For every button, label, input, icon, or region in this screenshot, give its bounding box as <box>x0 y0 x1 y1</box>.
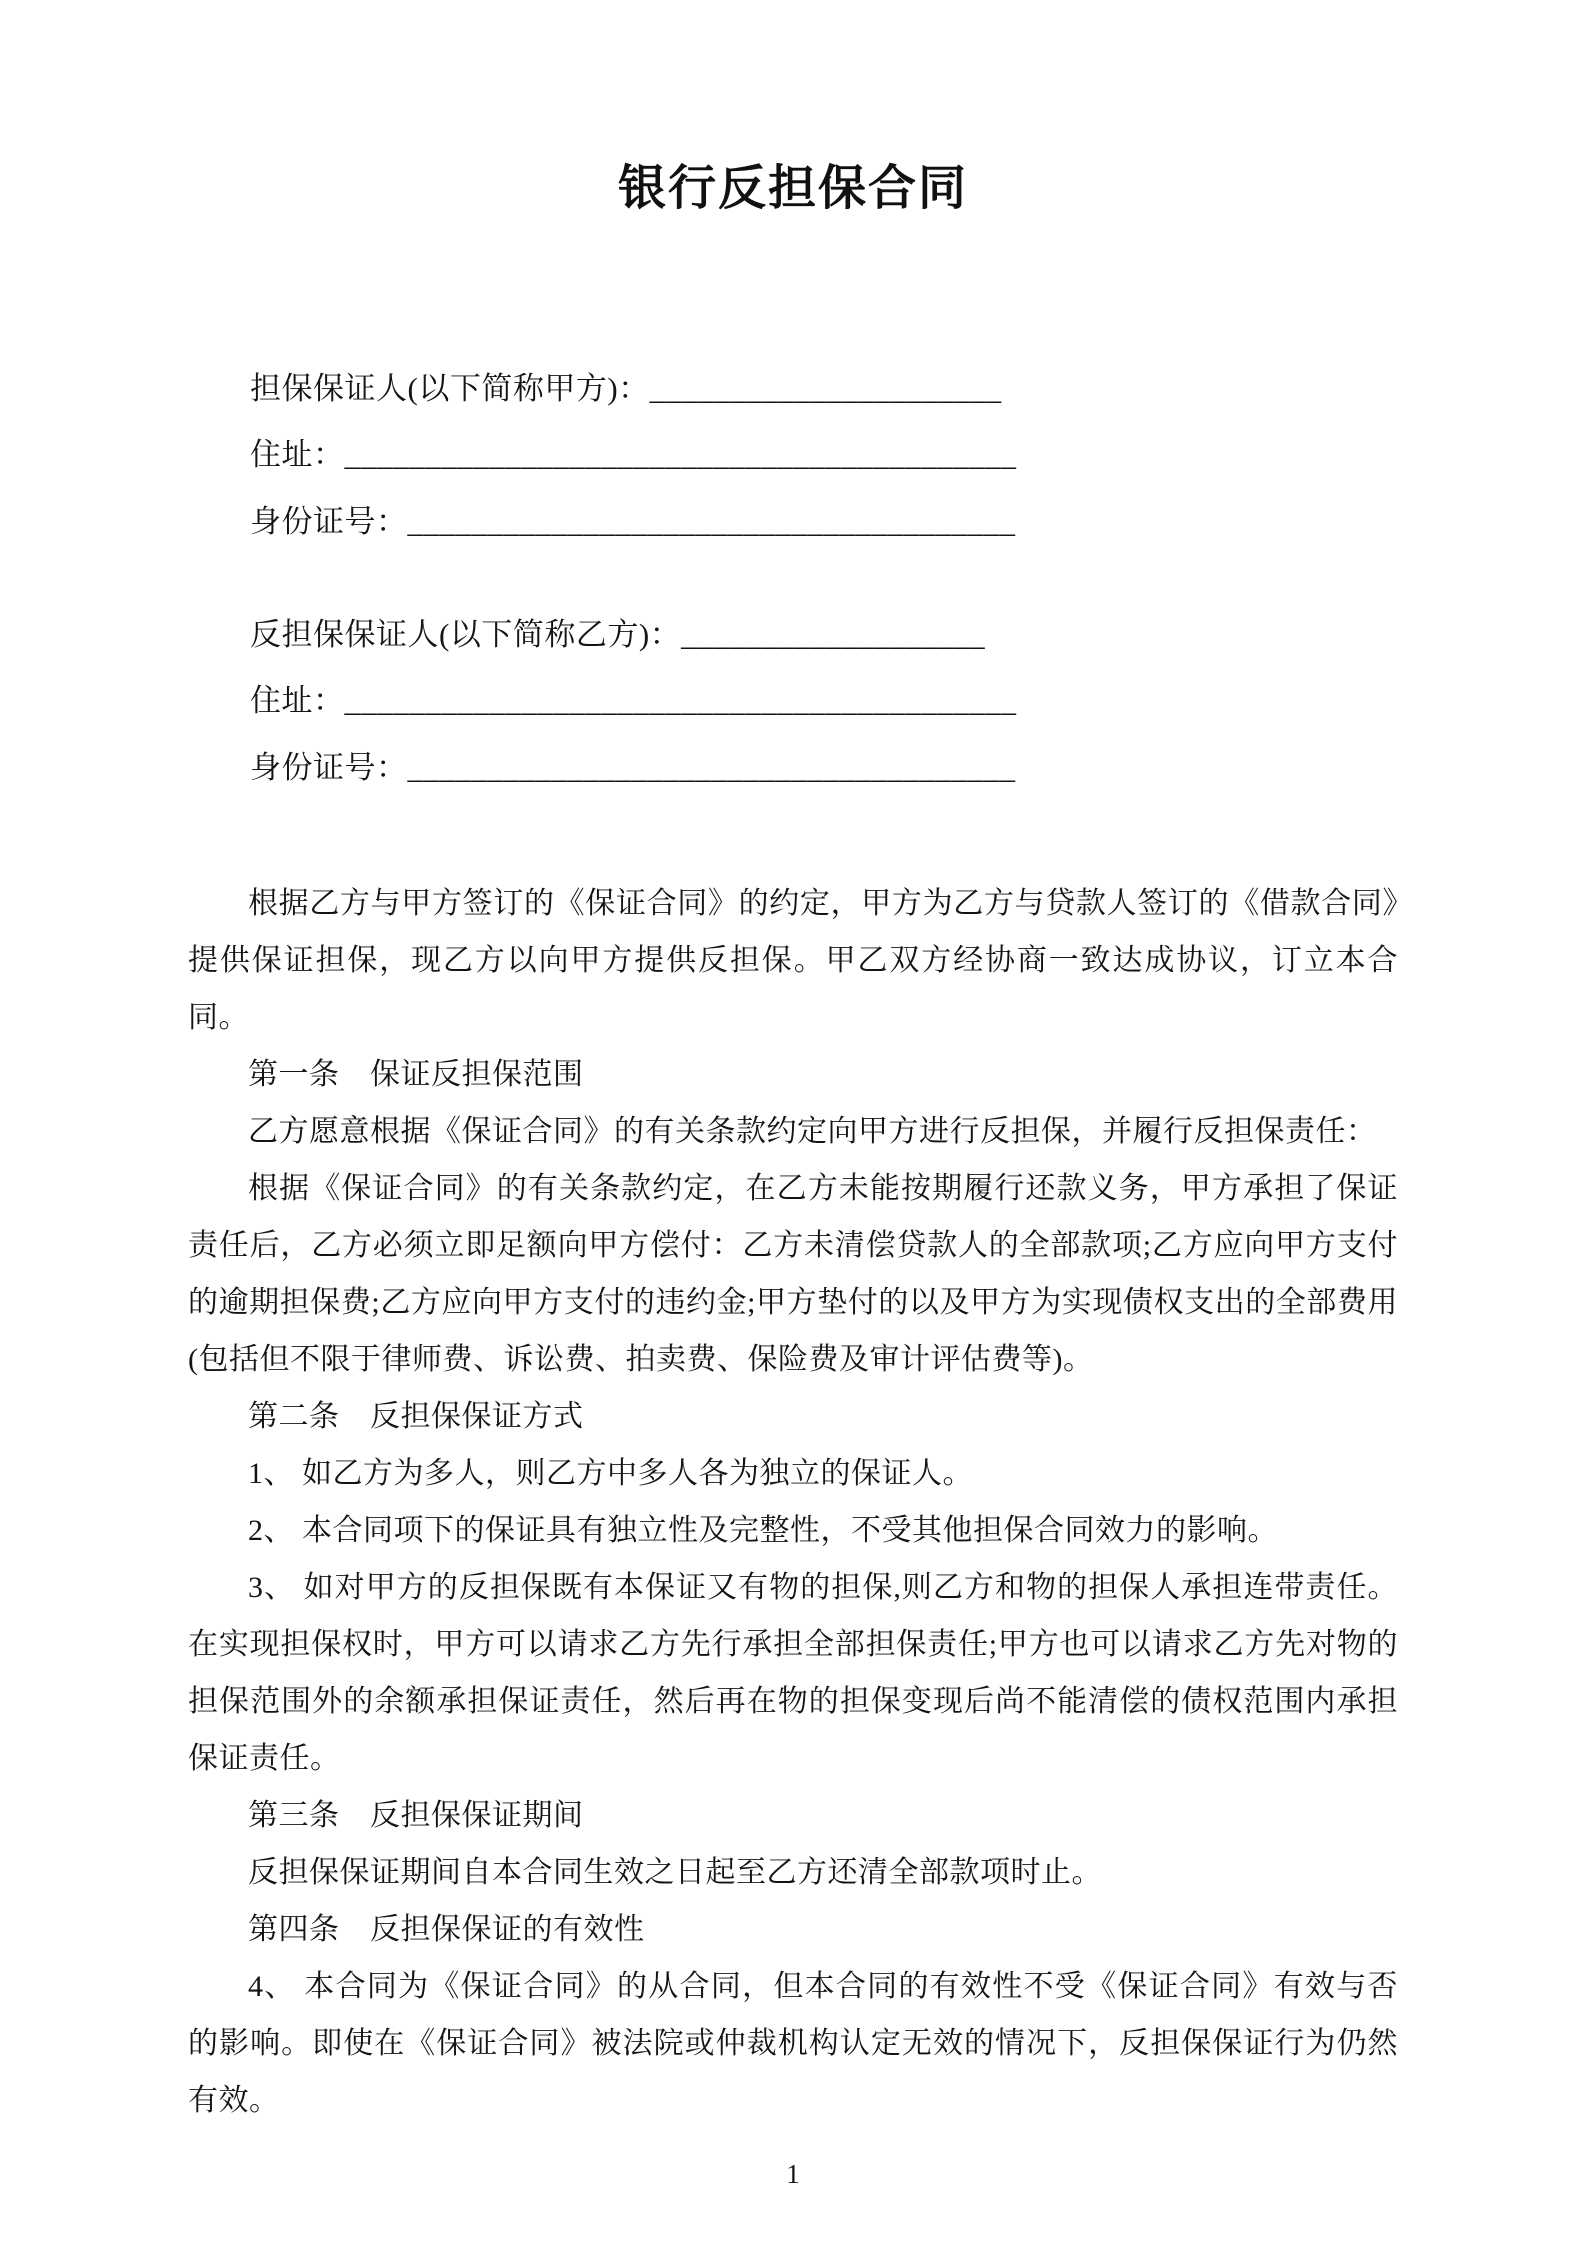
contract-body <box>188 875 1398 2129</box>
party-b-id-line: 身份证号：______________________________________ <box>250 749 1016 785</box>
party-a-id-line: 身份证号：______________________________________ <box>250 503 1016 539</box>
page-number: 1 <box>786 2159 800 2189</box>
clause-2-item-3: 3、 如对甲方的反担保既有本保证又有物的担保,则乙方和物的担保人承担连带责任。在实现担保权时，甲方可以请求乙方先行承担全部担保责任;甲方也可以请求乙方先对物的担保范围外的余额承担保证责任，然后再在物的担保变现后尚不能清偿的债权范围内承担保证责任。 <box>188 1571 1398 1776</box>
clause-4-item-4: 4、 本合同为《保证合同》的从合同，但本合同的有效性不受《保证合同》有效与否的影响。即使在《保证合同》被法院或仲裁机构认定无效的情况下，反担保保证行为仍然有效。 <box>188 1970 1398 2118</box>
clause-3-heading: 第三条 反担保保证期间 <box>248 1799 584 1833</box>
party-block-party-a <box>250 356 1398 556</box>
clause-1-heading: 第一条 保证反担保范围 <box>248 1058 584 1092</box>
party-b-address-line: 住址：__________________________________________ <box>250 683 1017 719</box>
clause-3-paragraph-1: 反担保保证期间自本合同生效之日起至乙方还清全部款项时止。 <box>248 1856 1102 1890</box>
clause-2-item-2: 2、 本合同项下的保证具有独立性及完整性，不受其他担保合同效力的影响。 <box>248 1514 1278 1548</box>
party-b-name-line: 反担保保证人(以下简称乙方)：___________________ <box>250 616 986 652</box>
clause-2-item-1: 1、 如乙方为多人，则乙方中多人各为独立的保证人。 <box>248 1457 973 1491</box>
party-a-address-line: 住址：__________________________________________ <box>250 437 1017 473</box>
document-title: 银行反担保合同 <box>617 162 968 215</box>
clause-2-heading: 第二条 反担保保证方式 <box>248 1400 584 1434</box>
party-block-party-b <box>250 602 1398 802</box>
preamble-paragraph: 根据乙方与甲方签订的《保证合同》的约定，甲方为乙方与贷款人签订的《借款合同》提供保证担保，现乙方以向甲方提供反担保。甲乙双方经协商一致达成协议，订立本合同。 <box>188 887 1398 1035</box>
clause-1-paragraph-2: 根据《保证合同》的有关条款约定，在乙方未能按期履行还款义务，甲方承担了保证责任后，乙方必须立即足额向甲方偿付：乙方未清偿贷款人的全部款项;乙方应向甲方支付的逾期担保费;乙方应向甲方支付的违约金;甲方垫付的以及甲方为实现债权支出的全部费用(包括但不限于律师费、诉讼费、拍卖费、保险费及审计评估费等)。 <box>188 1172 1398 1377</box>
party-a-name-line: 担保保证人(以下简称甲方)：______________________ <box>250 370 1002 406</box>
clause-4-heading: 第四条 反担保保证的有效性 <box>248 1913 645 1947</box>
clause-1-paragraph-1: 乙方愿意根据《保证合同》的有关条款约定向甲方进行反担保，并履行反担保责任： <box>248 1115 1377 1149</box>
